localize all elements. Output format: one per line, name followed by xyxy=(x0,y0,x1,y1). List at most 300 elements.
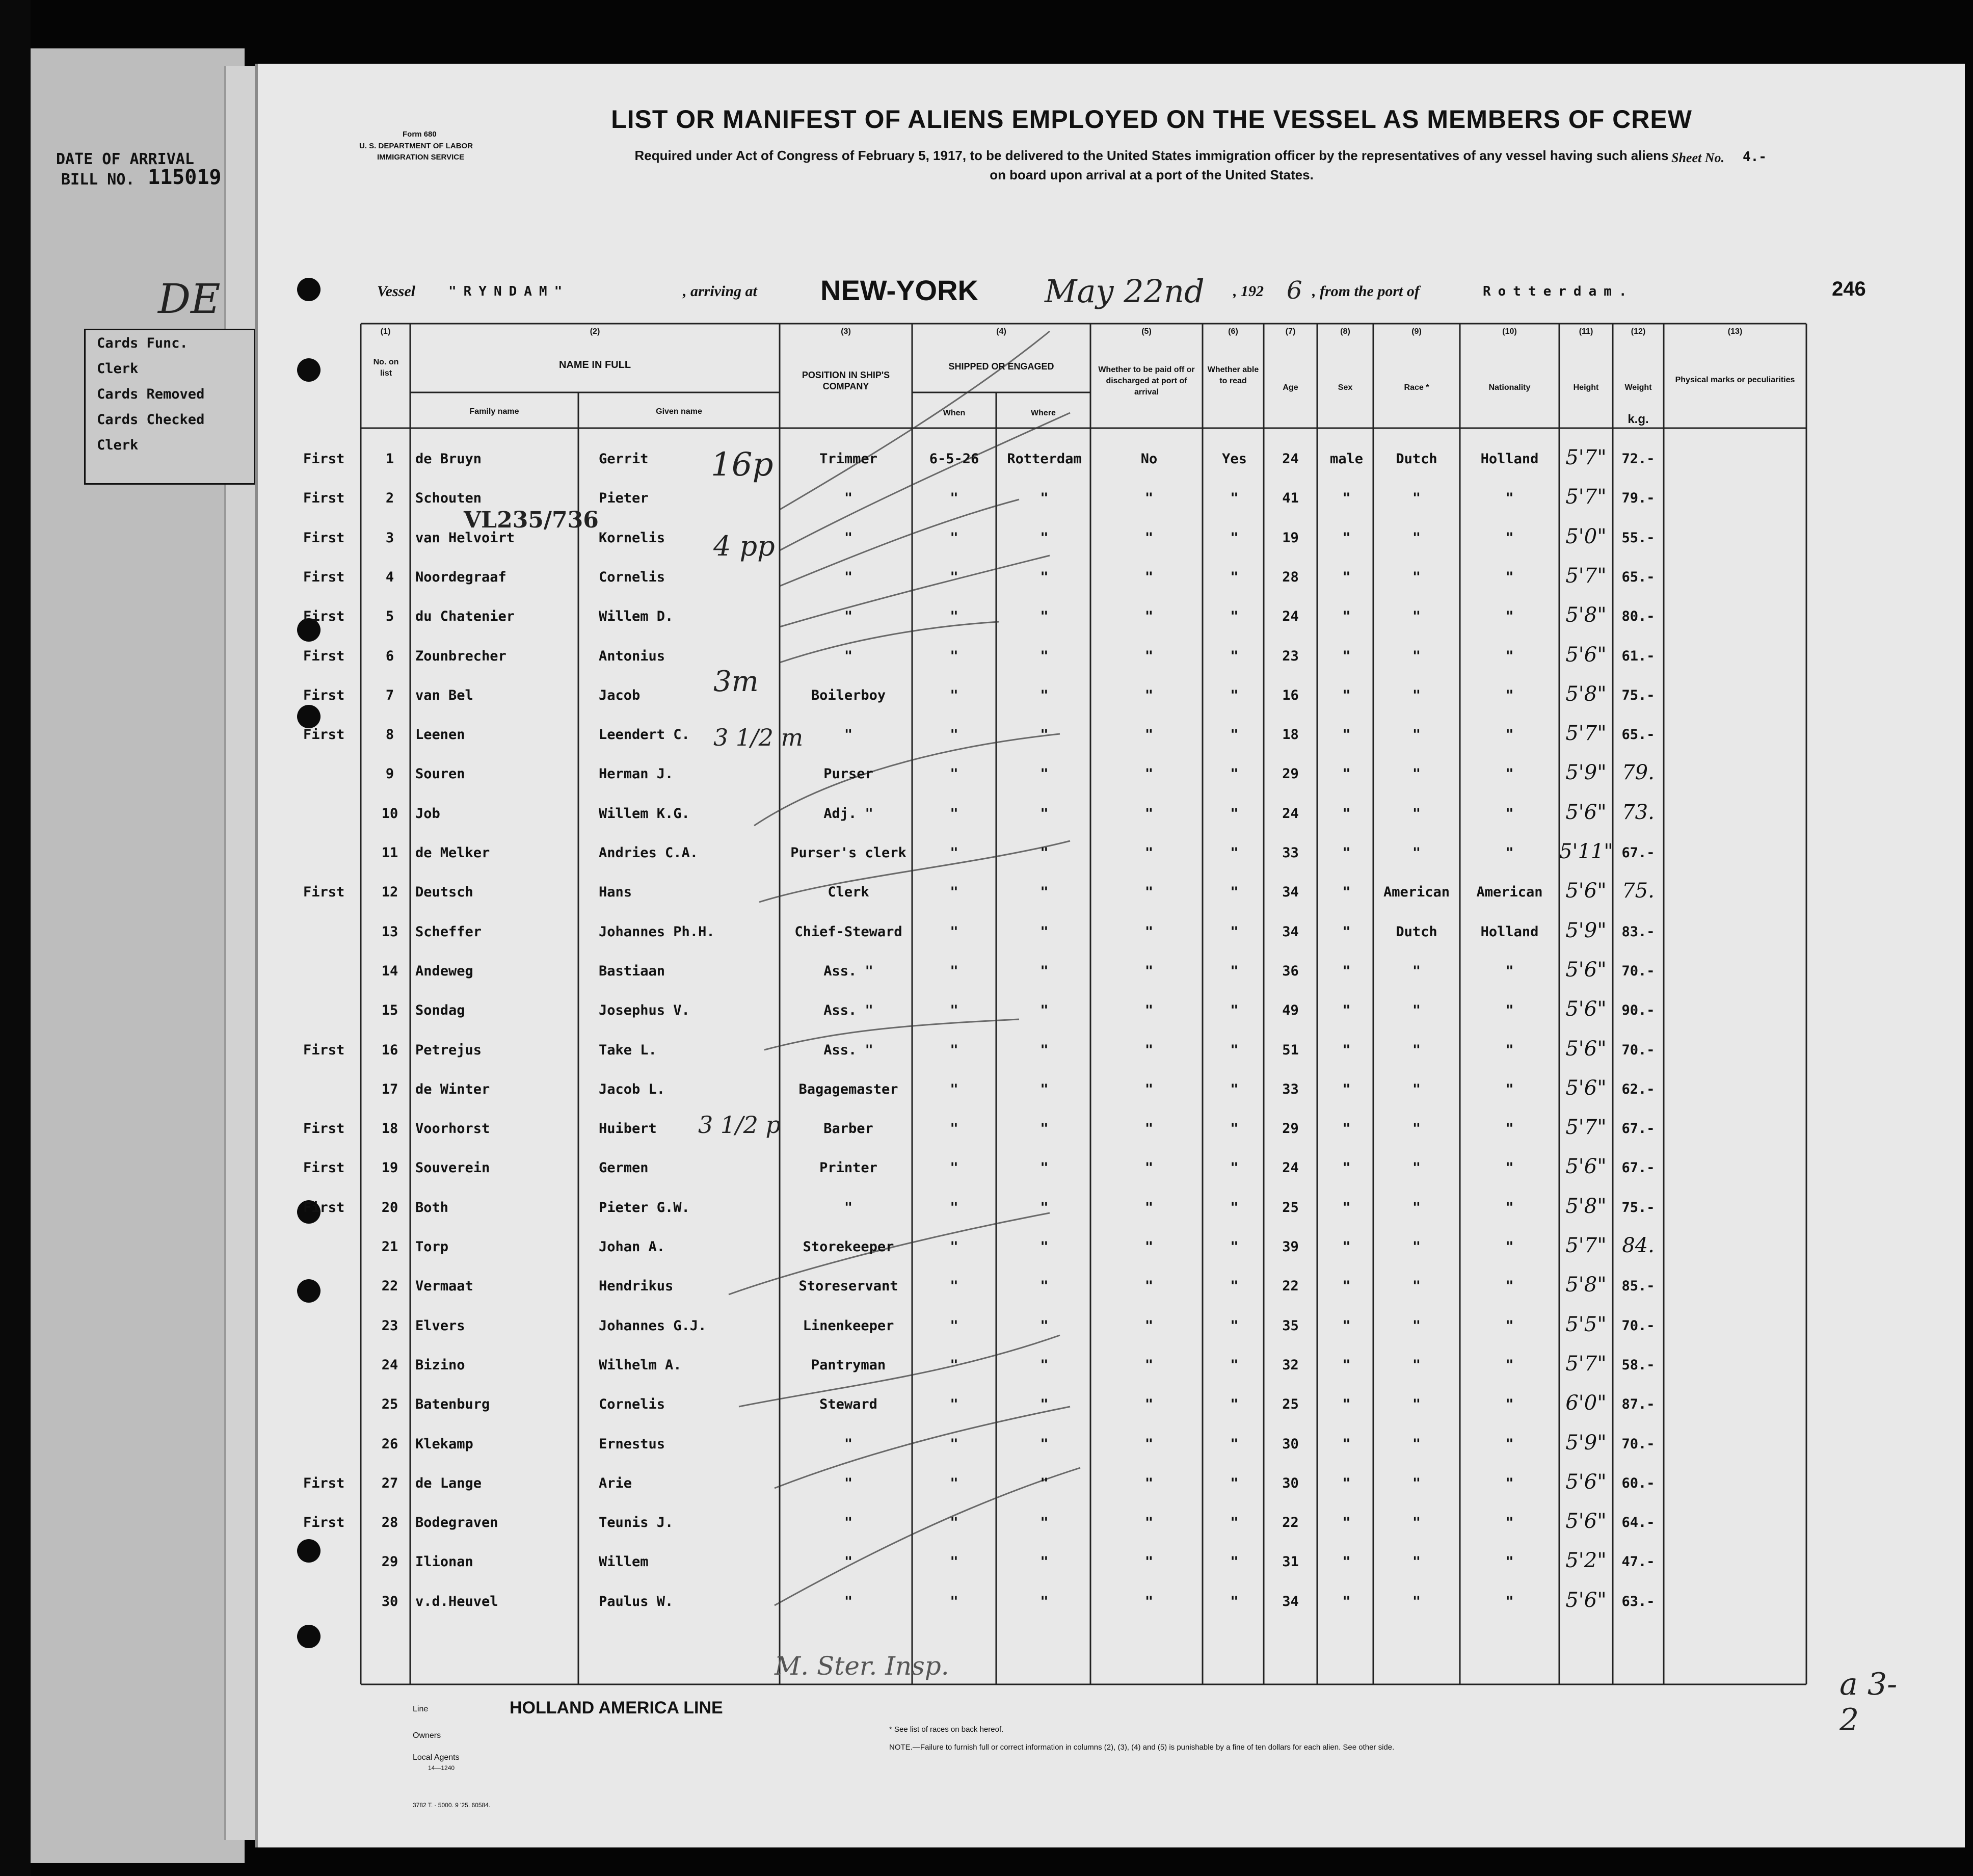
weight: 63.- xyxy=(1621,1593,1655,1609)
sex: " xyxy=(1342,1436,1351,1452)
family-name: van Helvoirt xyxy=(415,530,515,546)
weight: 83.- xyxy=(1621,923,1655,940)
shipped-where: " xyxy=(1040,1475,1049,1491)
weight: 65.- xyxy=(1621,727,1655,743)
height: 5'6" xyxy=(1565,1588,1607,1612)
nationality: " xyxy=(1505,1317,1514,1334)
row-number: 24 xyxy=(381,1357,398,1373)
nationality: " xyxy=(1505,530,1514,546)
shipped-when: " xyxy=(950,727,958,743)
family-name: Andeweg xyxy=(415,963,473,979)
position: " xyxy=(844,609,853,625)
row-number: 13 xyxy=(381,923,398,940)
year-digit: 6 xyxy=(1287,276,1302,305)
given-name: Germen xyxy=(599,1160,649,1176)
able-to-read: " xyxy=(1230,1278,1239,1294)
shipped-when: " xyxy=(950,845,958,861)
paid-off: " xyxy=(1144,884,1154,901)
sex: " xyxy=(1342,648,1351,664)
cards-box-line: Cards Checked xyxy=(97,412,205,428)
table-row xyxy=(0,1352,1973,1396)
col-11-num: (11) xyxy=(1579,327,1593,336)
sex: " xyxy=(1342,1081,1351,1097)
row-number: 20 xyxy=(381,1199,398,1216)
page-number: 246 xyxy=(1832,278,1866,300)
col-10-num: (10) xyxy=(1502,327,1517,336)
col-12-num: (12) xyxy=(1631,327,1646,336)
race: " xyxy=(1412,1160,1421,1176)
height: 5'7" xyxy=(1565,1116,1607,1140)
race: " xyxy=(1412,1357,1421,1373)
table-row xyxy=(0,1549,1973,1593)
age: 24 xyxy=(1282,609,1299,625)
row-class: First xyxy=(303,727,345,743)
height: 5'6" xyxy=(1565,879,1607,903)
paid-off: " xyxy=(1144,530,1154,546)
shipped-where: " xyxy=(1040,1121,1049,1137)
position: Steward xyxy=(819,1396,877,1413)
paid-off: " xyxy=(1144,1436,1154,1452)
table-row xyxy=(0,446,1973,490)
position: Linenkeeper xyxy=(803,1317,894,1334)
weight: 90.- xyxy=(1621,1002,1655,1019)
sex: " xyxy=(1342,1396,1351,1413)
height: 5'8" xyxy=(1565,1194,1607,1218)
able-to-read: " xyxy=(1230,687,1239,703)
position: Chief-Steward xyxy=(794,923,902,940)
given-name: Huibert xyxy=(599,1121,657,1137)
height: 5'6" xyxy=(1565,1510,1607,1534)
given-name: Johan A. xyxy=(599,1239,665,1255)
shipped-where: " xyxy=(1040,530,1049,546)
family-name: Leenen xyxy=(415,727,465,743)
line-value: HOLLAND AMERICA LINE xyxy=(510,1698,723,1718)
race: " xyxy=(1412,530,1421,546)
arriving-label: , arriving at xyxy=(683,283,757,300)
able-to-read: " xyxy=(1230,1002,1239,1019)
height: 5'5" xyxy=(1565,1312,1607,1336)
shipped-where: " xyxy=(1040,1199,1049,1216)
family-name: van Bel xyxy=(415,687,473,703)
age: 36 xyxy=(1282,963,1299,979)
paid-off: " xyxy=(1144,687,1154,703)
row-number: 17 xyxy=(381,1081,398,1097)
arrival-port: NEW-YORK xyxy=(820,274,978,306)
nationality: " xyxy=(1505,1515,1514,1531)
sex: " xyxy=(1342,490,1351,507)
able-to-read: " xyxy=(1230,923,1239,940)
shipped-when: " xyxy=(950,766,958,782)
col-7-label: Age xyxy=(1283,383,1298,392)
row-class: First xyxy=(303,1042,345,1058)
shipped-where: " xyxy=(1040,1357,1049,1373)
shipped-where: " xyxy=(1040,1160,1049,1176)
col-1-label: No. on list xyxy=(373,358,399,378)
given-name: Willem D. xyxy=(599,609,674,625)
given-name: Bastiaan xyxy=(599,963,665,979)
paid-off: " xyxy=(1144,1121,1154,1137)
shipped-where: " xyxy=(1040,963,1049,979)
table-row xyxy=(0,1037,1973,1081)
sex: " xyxy=(1342,845,1351,861)
shipped-where: " xyxy=(1040,569,1049,585)
position: Printer xyxy=(819,1160,877,1176)
shipped-when: " xyxy=(950,1042,958,1058)
weight: 60.- xyxy=(1621,1475,1655,1491)
shipped-where: " xyxy=(1040,766,1049,782)
given-name: Jacob L. xyxy=(599,1081,665,1097)
where-header: Where xyxy=(1031,409,1056,417)
given-name: Johannes Ph.H. xyxy=(599,923,715,940)
age: 30 xyxy=(1282,1475,1299,1491)
family-name: Vermaat xyxy=(415,1278,473,1294)
col-6-label: Whether able to read xyxy=(1207,365,1259,385)
age: 32 xyxy=(1282,1357,1299,1373)
from-port: Rotterdam. xyxy=(1483,284,1634,299)
sex: " xyxy=(1342,1278,1351,1294)
nationality: " xyxy=(1505,1475,1514,1491)
nationality: " xyxy=(1505,1042,1514,1058)
able-to-read: " xyxy=(1230,1357,1239,1373)
family-name: v.d.Heuvel xyxy=(415,1593,498,1609)
row-class: First xyxy=(303,1160,345,1176)
race: Dutch xyxy=(1396,923,1437,940)
given-name: Kornelis xyxy=(599,530,665,546)
age: 25 xyxy=(1282,1396,1299,1413)
table-row xyxy=(0,840,1973,884)
race: " xyxy=(1412,1239,1421,1255)
age: 33 xyxy=(1282,845,1299,861)
nationality: " xyxy=(1505,1160,1514,1176)
table-row xyxy=(0,997,1973,1042)
row-number: 5 xyxy=(385,609,394,625)
position: " xyxy=(844,1593,853,1609)
paid-off: " xyxy=(1144,648,1154,664)
given-name: Johannes G.J. xyxy=(599,1317,707,1334)
col-9-num: (9) xyxy=(1411,327,1422,336)
position: " xyxy=(844,1436,853,1452)
height: 5'0" xyxy=(1565,524,1607,548)
height: 5'6" xyxy=(1565,1470,1607,1494)
shipped-when: " xyxy=(950,1160,958,1176)
table-row xyxy=(0,722,1973,766)
age: 41 xyxy=(1282,490,1299,507)
shipped-where: " xyxy=(1040,1278,1049,1294)
height: 5'6" xyxy=(1565,643,1607,667)
table-row xyxy=(0,1510,1973,1554)
sex: " xyxy=(1342,1515,1351,1531)
position: " xyxy=(844,1475,853,1491)
table-row xyxy=(0,1076,1973,1121)
row-number: 1 xyxy=(385,451,394,467)
shipped-when: " xyxy=(950,648,958,664)
age: 28 xyxy=(1282,569,1299,585)
weight: 58.- xyxy=(1621,1357,1655,1373)
family-name: Elvers xyxy=(415,1317,465,1334)
shipped-where: " xyxy=(1040,648,1049,664)
table-row xyxy=(0,564,1973,609)
row-number: 8 xyxy=(385,727,394,743)
shipped-where: " xyxy=(1040,1593,1049,1609)
nationality: " xyxy=(1505,1436,1514,1452)
row-class: First xyxy=(303,1475,345,1491)
date-of-arrival-stamp: DATE OF ARRIVAL xyxy=(56,150,194,168)
col-9-label: Race * xyxy=(1404,383,1429,392)
nationality: " xyxy=(1505,805,1514,822)
height: 5'6" xyxy=(1565,800,1607,824)
vessel-label: Vessel xyxy=(377,283,415,300)
row-number: 28 xyxy=(381,1515,398,1531)
weight: 72.- xyxy=(1621,451,1655,467)
height: 5'6" xyxy=(1565,997,1607,1021)
shipped-when: " xyxy=(950,1121,958,1137)
shipped-where: " xyxy=(1040,1515,1049,1531)
race: " xyxy=(1412,569,1421,585)
table-row xyxy=(0,1470,1973,1515)
form-number: Form 680 xyxy=(403,130,437,139)
able-to-read: Yes xyxy=(1222,451,1247,467)
when-header: When xyxy=(943,409,966,417)
nationality: " xyxy=(1505,1121,1514,1137)
row-class: First xyxy=(303,648,345,664)
sex: " xyxy=(1342,1002,1351,1019)
handwritten-annotation: 3 1/2 p xyxy=(698,1111,781,1139)
race: " xyxy=(1412,687,1421,703)
family-name: Zounbrecher xyxy=(415,648,506,664)
table-row xyxy=(0,1234,1973,1278)
age: 24 xyxy=(1282,1160,1299,1176)
sex: " xyxy=(1342,1317,1351,1334)
age: 18 xyxy=(1282,727,1299,743)
nationality: " xyxy=(1505,727,1514,743)
table-row xyxy=(0,643,1973,688)
age: 19 xyxy=(1282,530,1299,546)
height: 5'9" xyxy=(1565,918,1607,942)
row-class: First xyxy=(303,1515,345,1531)
given-name: Josephus V. xyxy=(599,1002,690,1019)
weight: 87.- xyxy=(1621,1396,1655,1413)
shipped-when: " xyxy=(950,1554,958,1570)
shipped-where: " xyxy=(1040,805,1049,822)
paid-off: " xyxy=(1144,1593,1154,1609)
family-name: Souren xyxy=(415,766,465,782)
position: Bagagemaster xyxy=(798,1081,898,1097)
position: Purser's clerk xyxy=(790,845,906,861)
table-row xyxy=(0,918,1973,963)
race: " xyxy=(1412,1436,1421,1452)
table-row xyxy=(0,682,1973,727)
position: Storeservant xyxy=(798,1278,898,1294)
sex: " xyxy=(1342,963,1351,979)
paid-off: " xyxy=(1144,1317,1154,1334)
family-name: Torp xyxy=(415,1239,449,1255)
row-number: 12 xyxy=(381,884,398,901)
col-2-label: NAME IN FULL xyxy=(558,359,631,371)
print-code: 3782 T. - 5000. 9 '25. 60584. xyxy=(413,1802,491,1809)
sheet-label: Sheet No. xyxy=(1671,150,1724,165)
col-1-num: (1) xyxy=(380,327,391,336)
given-name: Leendert C. xyxy=(599,727,690,743)
position: Ass. " xyxy=(823,1002,873,1019)
height: 5'9" xyxy=(1565,761,1607,785)
table-row xyxy=(0,1588,1973,1633)
shipped-where: " xyxy=(1040,884,1049,901)
table-row xyxy=(0,1194,1973,1239)
row-number: 6 xyxy=(385,648,394,664)
nationality: " xyxy=(1505,1278,1514,1294)
family-name: de Winter xyxy=(415,1081,490,1097)
shipped-when: " xyxy=(950,884,958,901)
position: Boilerboy xyxy=(811,687,886,703)
age: 51 xyxy=(1282,1042,1299,1058)
row-class: First xyxy=(303,530,345,546)
table-row xyxy=(0,879,1973,923)
weight: 64.- xyxy=(1621,1515,1655,1531)
sex: " xyxy=(1342,1199,1351,1216)
shipped-when: " xyxy=(950,1239,958,1255)
nationality: " xyxy=(1505,845,1514,861)
height: 5'6" xyxy=(1565,958,1607,982)
col-2-num: (2) xyxy=(590,327,600,336)
age: 22 xyxy=(1282,1515,1299,1531)
age: 49 xyxy=(1282,1002,1299,1019)
position: Barber xyxy=(823,1121,873,1137)
shipped-where: " xyxy=(1040,1396,1049,1413)
nationality: " xyxy=(1505,1593,1514,1609)
position: " xyxy=(844,1515,853,1531)
age: 24 xyxy=(1282,805,1299,822)
height: 5'2" xyxy=(1565,1549,1607,1573)
row-number: 23 xyxy=(381,1317,398,1334)
subtitle-line-2: on board upon arrival at a port of the United States. xyxy=(990,167,1314,182)
position: Pantryman xyxy=(811,1357,886,1373)
nationality: " xyxy=(1505,1554,1514,1570)
table-row xyxy=(0,1155,1973,1199)
shipped-when: " xyxy=(950,1396,958,1413)
family-name: de Lange xyxy=(415,1475,482,1491)
row-number: 25 xyxy=(381,1396,398,1413)
handwritten-annotation: 16p xyxy=(711,446,774,484)
row-class: First xyxy=(303,451,345,467)
family-name: du Chatenier xyxy=(415,609,515,625)
weight: 62.- xyxy=(1621,1081,1655,1097)
position: Storekeeper xyxy=(803,1239,894,1255)
bill-label: BILL NO. xyxy=(61,171,135,189)
race: " xyxy=(1412,1042,1421,1058)
position: " xyxy=(844,648,853,664)
sex: " xyxy=(1342,766,1351,782)
family-name: Ilionan xyxy=(415,1554,473,1570)
age: 23 xyxy=(1282,648,1299,664)
shipped-where: " xyxy=(1040,1002,1049,1019)
able-to-read: " xyxy=(1230,1121,1239,1137)
position: " xyxy=(844,530,853,546)
shipped-where: " xyxy=(1040,727,1049,743)
paid-off: " xyxy=(1144,569,1154,585)
height: 5'7" xyxy=(1565,1234,1607,1257)
weight: 79.- xyxy=(1621,490,1655,507)
race: " xyxy=(1412,1278,1421,1294)
weight: 80.- xyxy=(1621,609,1655,625)
arrival-date: May 22nd xyxy=(1045,273,1205,310)
given-name: Paulus W. xyxy=(599,1593,674,1609)
shipped-when: " xyxy=(950,530,958,546)
table-row xyxy=(0,761,1973,805)
given-name: Teunis J. xyxy=(599,1515,674,1531)
cards-box-line: Clerk xyxy=(97,361,139,377)
height: 5'7" xyxy=(1565,1352,1607,1376)
race: " xyxy=(1412,766,1421,782)
nationality: " xyxy=(1505,569,1514,585)
paid-off: " xyxy=(1144,490,1154,507)
vessel-name: "RYNDAM" xyxy=(448,284,570,299)
weight: 70.- xyxy=(1621,1317,1655,1334)
row-number: 10 xyxy=(381,805,398,822)
table-row xyxy=(0,485,1973,530)
row-class: First xyxy=(303,1199,345,1216)
handwritten-annotation: VL235/736 xyxy=(464,507,599,533)
row-class: First xyxy=(303,569,345,585)
line-label: Line xyxy=(413,1705,429,1713)
race: " xyxy=(1412,648,1421,664)
row-number: 11 xyxy=(381,845,398,861)
col-8-num: (8) xyxy=(1340,327,1350,336)
cards-box-line: Cards Removed xyxy=(97,386,205,402)
shipped-when: " xyxy=(950,1515,958,1531)
family-name: Both xyxy=(415,1199,449,1216)
race: " xyxy=(1412,805,1421,822)
given-name: Gerrit xyxy=(599,451,649,467)
row-class: First xyxy=(303,609,345,625)
handwritten-annotation: 4 pp xyxy=(713,530,775,562)
table-row xyxy=(0,1273,1973,1317)
sex: " xyxy=(1342,1475,1351,1491)
sex: " xyxy=(1342,727,1351,743)
local-agents-label: Local Agents xyxy=(413,1753,460,1762)
able-to-read: " xyxy=(1230,845,1239,861)
family-name: Souverein xyxy=(415,1160,490,1176)
sex: male xyxy=(1329,451,1364,467)
sex: " xyxy=(1342,609,1351,625)
given-name-header: Given name xyxy=(656,407,702,416)
family-name: Schouten xyxy=(415,490,482,507)
race: Dutch xyxy=(1396,451,1437,467)
race: " xyxy=(1412,490,1421,507)
able-to-read: " xyxy=(1230,1160,1239,1176)
col-8-label: Sex xyxy=(1338,383,1353,392)
nationality: " xyxy=(1505,1357,1514,1373)
table-row xyxy=(0,524,1973,569)
weight: 75. xyxy=(1622,879,1655,903)
sex: " xyxy=(1342,1554,1351,1570)
shipped-where: " xyxy=(1040,490,1049,507)
age: 25 xyxy=(1282,1199,1299,1216)
row-number: 26 xyxy=(381,1436,398,1452)
age: 24 xyxy=(1282,451,1299,467)
weight: 67.- xyxy=(1621,1121,1655,1137)
col-5-num: (5) xyxy=(1141,327,1152,336)
inspector-signature: M. Ster. Insp. xyxy=(775,1651,949,1681)
able-to-read: " xyxy=(1230,490,1239,507)
race: " xyxy=(1412,1199,1421,1216)
able-to-read: " xyxy=(1230,569,1239,585)
table-row xyxy=(0,1431,1973,1475)
table-row xyxy=(0,1391,1973,1436)
height: 5'6" xyxy=(1565,1076,1607,1100)
given-name: Wilhelm A. xyxy=(599,1357,682,1373)
race: " xyxy=(1412,609,1421,625)
shipped-when: " xyxy=(950,1593,958,1609)
